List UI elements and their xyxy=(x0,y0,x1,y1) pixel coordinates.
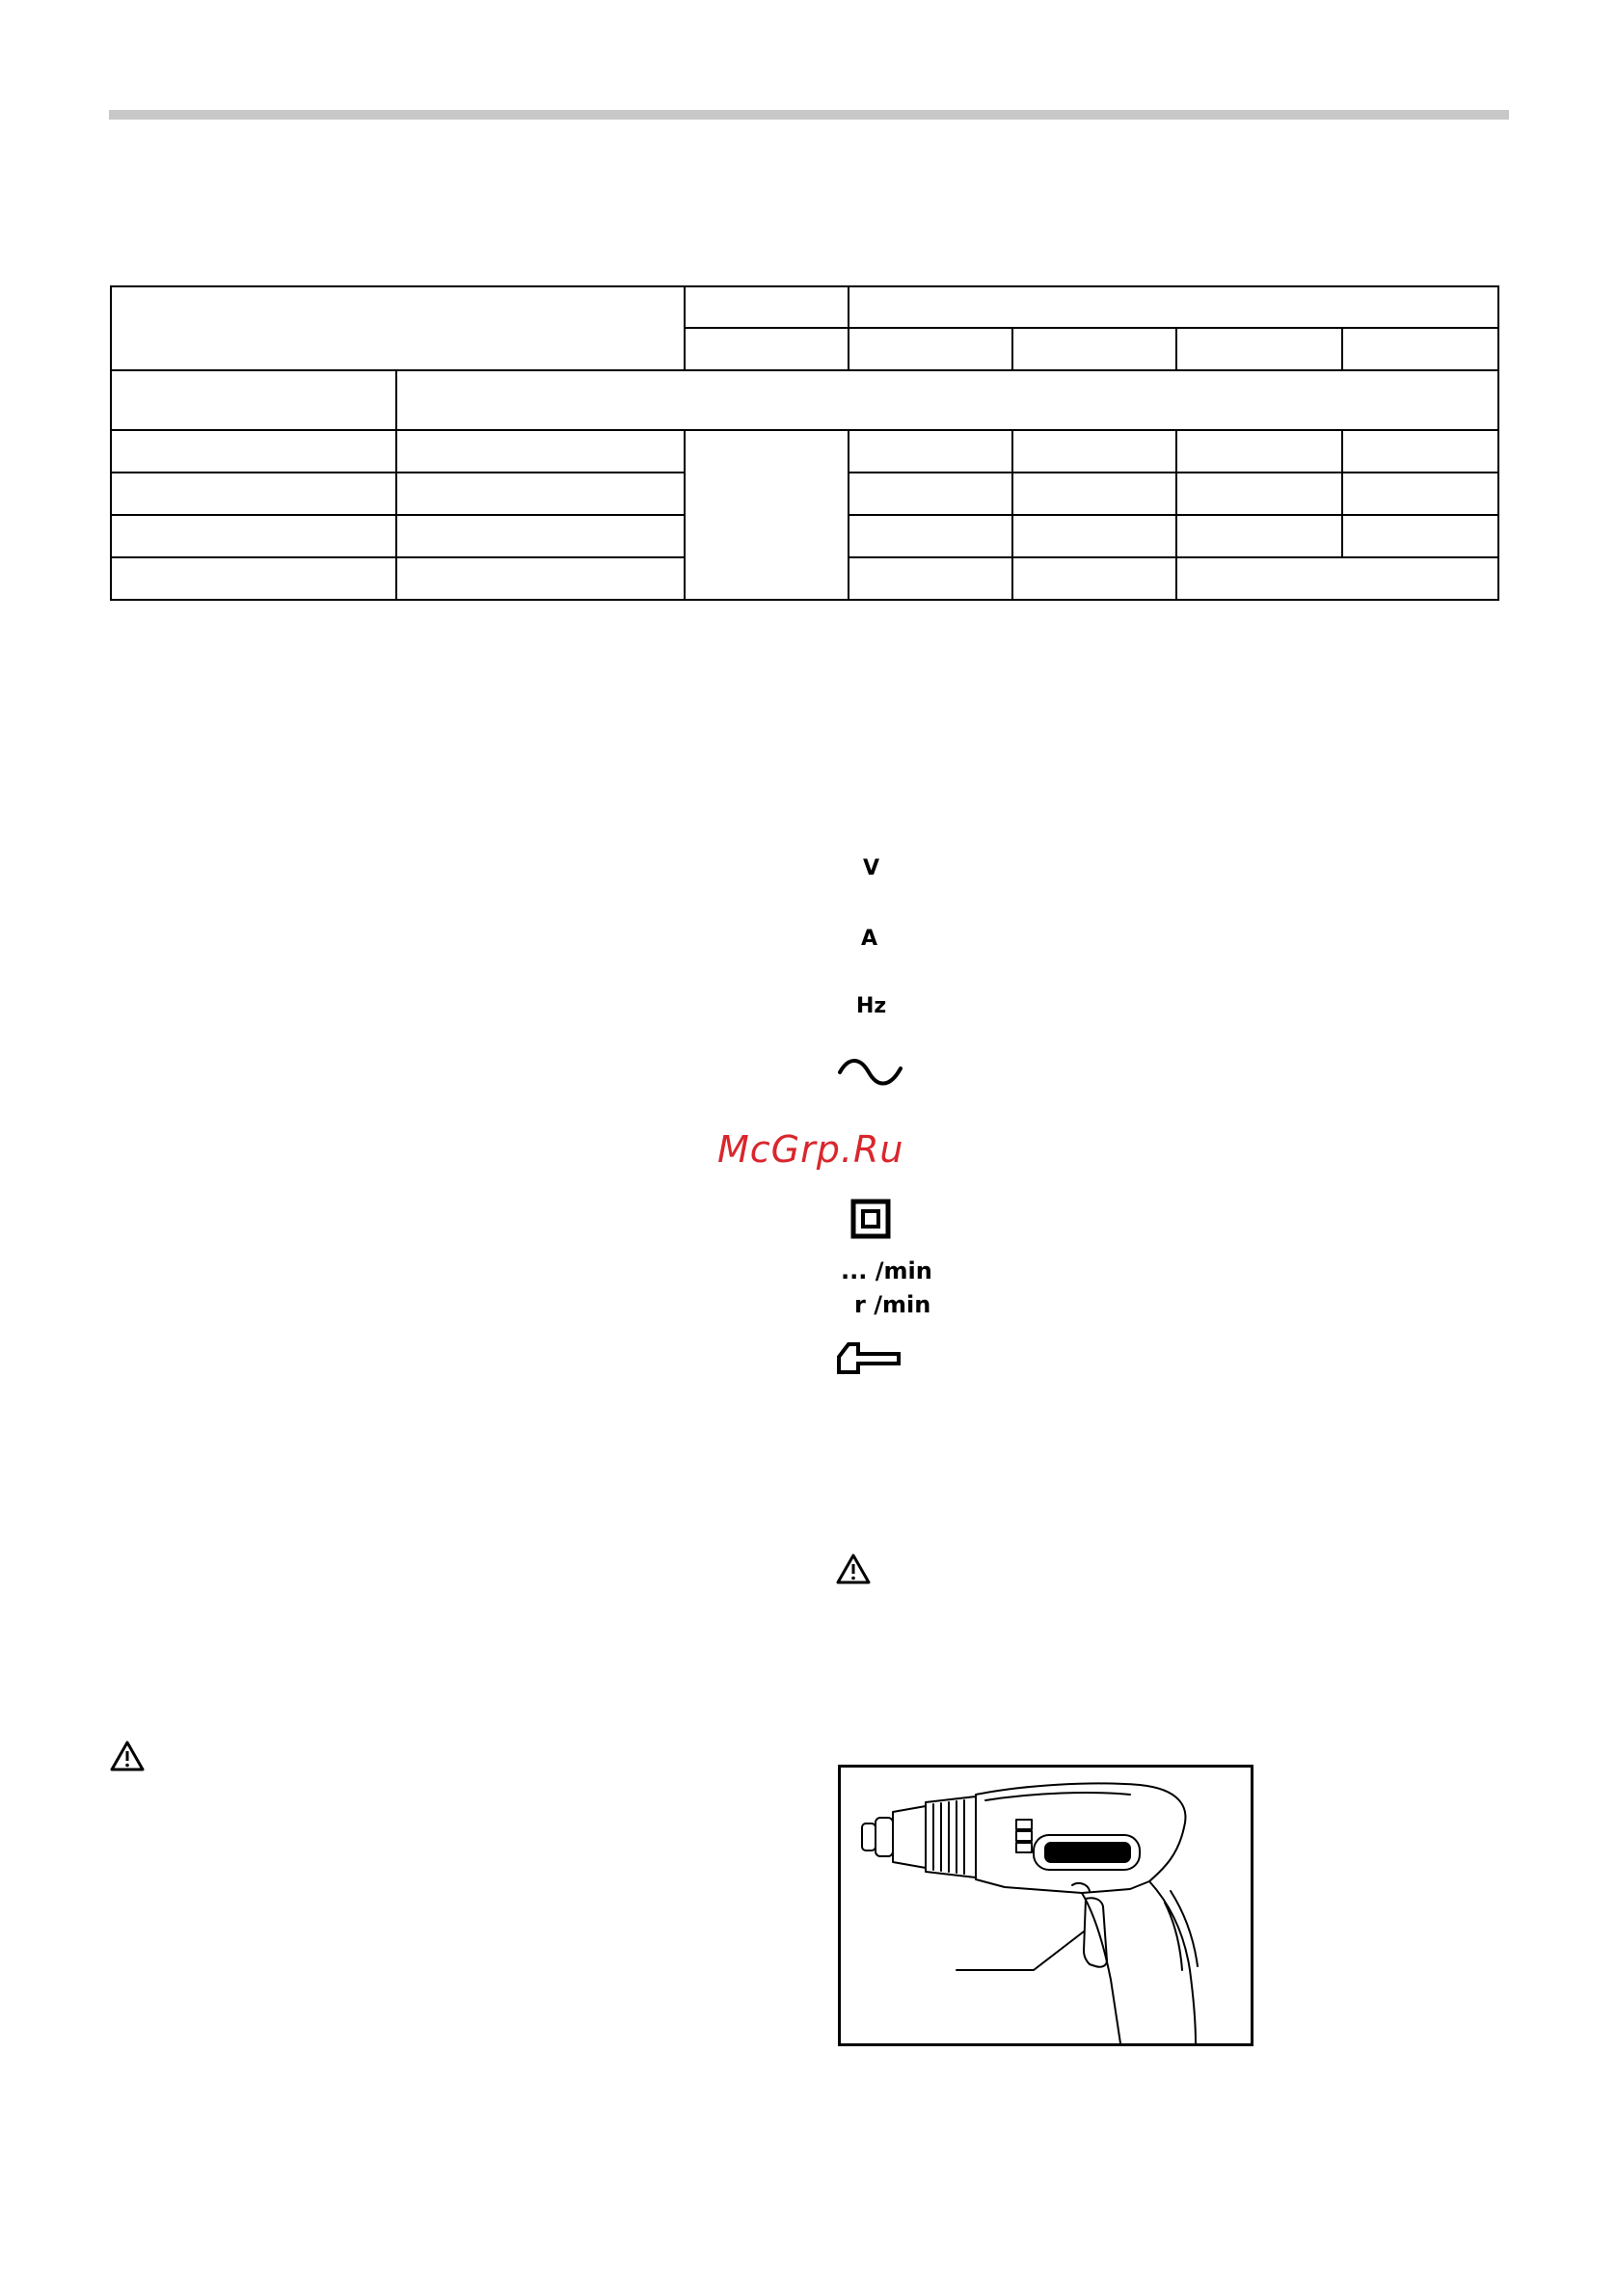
hertz-symbol: Hz xyxy=(856,994,887,1018)
ac-wave-icon xyxy=(837,1055,904,1090)
screwdriver-drawing xyxy=(841,1768,1251,2043)
hammer-icon xyxy=(835,1340,903,1375)
specification-table-grid xyxy=(110,285,1499,601)
specification-table xyxy=(110,285,1499,601)
warning-triangle-icon xyxy=(109,1740,146,1772)
no-load-speed-symbol: ... /min xyxy=(841,1257,932,1284)
warning-triangle-icon xyxy=(835,1553,872,1585)
watermark: McGrp.Ru xyxy=(717,1128,904,1171)
volt-symbol: V xyxy=(863,856,880,880)
top-rule xyxy=(109,110,1509,120)
tool-illustration xyxy=(838,1765,1253,2046)
double-insulation-icon xyxy=(850,1199,891,1239)
rev-speed-symbol: r /min xyxy=(854,1291,931,1318)
ampere-symbol: A xyxy=(861,927,878,951)
